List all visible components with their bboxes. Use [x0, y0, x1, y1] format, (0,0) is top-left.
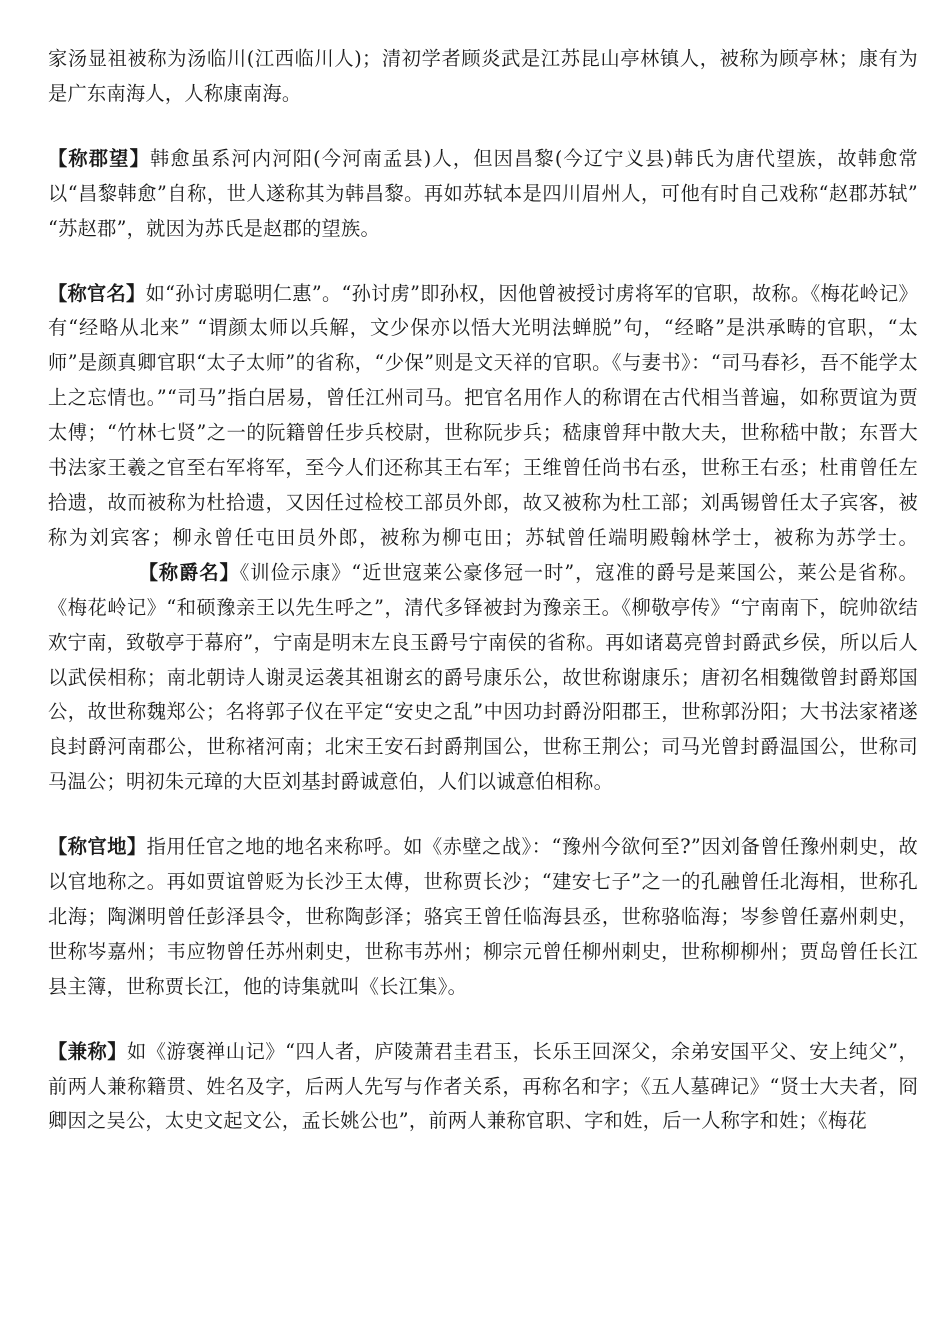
paragraph-text: 韩愈虽系河内河阳(今河南孟县)人，但因昌黎(今辽宁义县)韩氏为唐代望族，故韩愈常以“昌黎韩愈”自称，世人遂称其为韩昌黎。再如苏轼本是四川眉州人，可他有时自己戏称“赵郡苏轼” “苏赵郡”，就因为苏氏是赵郡的望族。: [48, 146, 918, 240]
paragraph-text: 指用任官之地的地名来称呼。如《赤壁之战》：“豫州今欲何至?”因刘备曾任豫州刺史，故以官地称之。再如贾谊曾贬为长沙王太傅，世称贾长沙；“建安七子”之一的孔融曾任北海相，世称孔北海；陶渊明曾任彭泽县令，世称陶彭泽；骆宾王曾任临海县丞，世称骆临海；岑参曾任嘉州刺史，世称岑嘉州；韦应物曾任苏州刺史，世称韦苏州；柳宗元曾任柳州刺史，世称柳柳州；贾岛曾任长江县主簿，世称贾长江，他的诗集就叫《长江集》。: [48, 835, 918, 998]
paragraph-text: 家汤显祖被称为汤临川(江西临川人)；清初学者顾炎武是江苏昆山亭林镇人，被称为顾亭林；康有为是广东南海人，人称康南海。: [48, 47, 918, 105]
paragraph-gap: [48, 800, 918, 830]
section-heading: 【兼称】: [48, 1039, 128, 1063]
paragraph-text: 如“孙讨虏聪明仁惠”。“孙讨虏”即孙权，因他曾被授讨虏将军的官职，故称。《梅花岭记》有“经略从北来” “谓颜太师以兵解，文少保亦以悟大光明法蝉脱”句，“经略”是洪承畴的官职，“太师”是颜真卿官职“太子太师”的省称，“少保”则是文天祥的官职。《与妻书》：“司马春衫，吾不能学太上之忘情也。”“司马”指白居易，曾任江州司马。把官名用作人的称谓在古代相当普遍，如称贾谊为贾太傅；“竹林七贤”之一的阮籍曾任步兵校尉，世称阮步兵；嵇康曾拜中散大夫，世称嵇中散；东晋大书法家王羲之官至右军将军，至今人们还称其王右军；王维曾任尚书右丞，世称王右丞；杜甫曾任左拾遗，故而被称为杜拾遗，又因任过检校工部员外郎，故又被称为杜工部；刘禹锡曾任太子宾客，被称为刘宾客；柳永曾任屯田员外郎，被称为柳屯田；苏轼曾任端明殿翰林学士，被称为苏学士。: [48, 281, 918, 549]
paragraph-text: 《训俭示康》“近世寇莱公豪侈冠一时”，寇准的爵号是莱国公，莱公是省称。《梅花岭记》“和硕豫亲王以先生呼之”，清代多铎被封为豫亲王。《柳敬亭传》“宁南南下，皖帅欲结欢宁南，致敬亭于幕府”，宁南是明末左良玉爵号宁南侯的省称。再如诸葛亮曾封爵武乡侯，所以后人以武侯相称；南北朝诗人谢灵运袭其祖谢玄的爵号康乐公，故世称谢康乐；唐初名相魏徵曾封爵郑国公，故世称魏郑公；名将郭子仪在平定“安史之乱”中因功封爵汾阳郡王，世称郭汾阳；大书法家褚遂良封爵河南郡公，世称褚河南；北宋王安石封爵荆国公，世称王荆公；司马光曾封爵温国公，世称司马温公；明初朱元璋的大臣刘基封爵诚意伯，人们以诚意伯相称。: [48, 560, 918, 794]
paragraph-gap: [48, 112, 918, 142]
paragraph-guanming: [48, 277, 918, 801]
paragraph-text: 如《游褒禅山记》“四人者，庐陵萧君圭君玉，长乐王回深父，余弟安国平父、安上纯父”，前两人兼称籍贯、姓名及字，后两人先写与作者关系，再称名和字；《五人墓碑记》“贤士大夫者，冏卿因之吴公，太史文起文公，孟长姚公也”，前两人兼称官职、字和姓，后一人称字和姓；《梅花: [48, 1039, 918, 1133]
paragraph-jiancheng: [48, 1035, 918, 1140]
paragraph-intro-tail: [48, 42, 918, 112]
section-heading: 【称官地】: [48, 835, 147, 859]
paragraph-gap: [48, 1005, 918, 1035]
document-page: [48, 42, 918, 1139]
section-heading: 【称郡望】: [48, 146, 150, 170]
paragraph-guandi: [48, 830, 918, 1005]
section-heading: 【称官名】: [48, 281, 146, 305]
paragraph-junwang: [48, 142, 918, 247]
paragraph-gap: [48, 247, 918, 277]
section-heading: 【称爵名】: [138, 560, 240, 584]
